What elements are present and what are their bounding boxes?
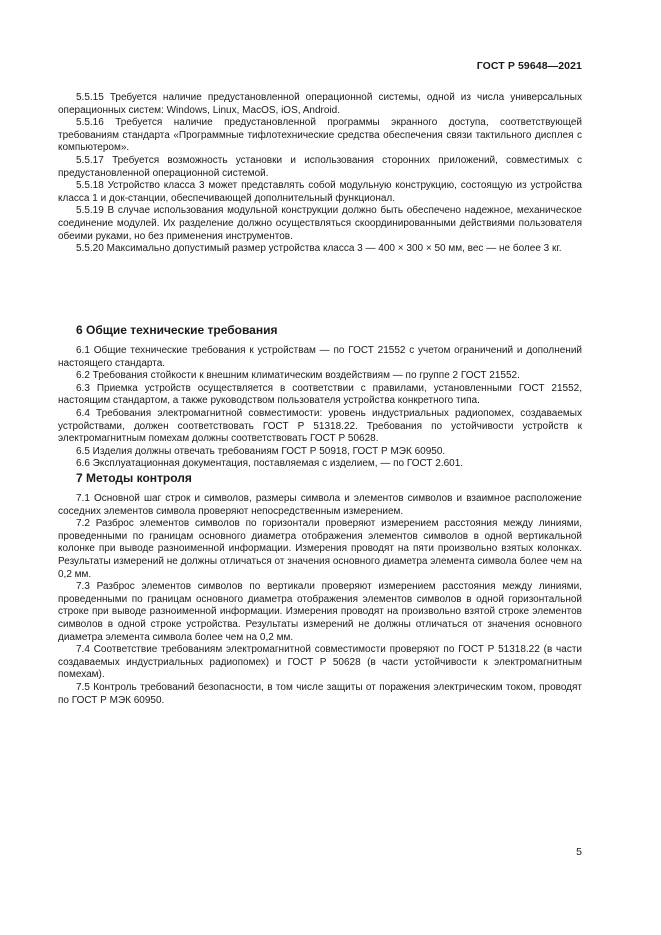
section-5-continuation xyxy=(58,92,582,256)
clause-5-5-17: 5.5.17 Требуется возможность установки и использования сторонних приложений, совместимых с предустановленной операционной системой. xyxy=(58,154,582,179)
clause-7-5: 7.5 Контроль требований безопасности, в том числе защиты от поражения электрическим током, проводят по ГОСТ Р МЭК 60950. xyxy=(58,681,582,706)
clause-6-4: 6.4 Требования электромагнитной совместимости: уровень индустриальных радиопомех, создаваемых устройствами, должен соответствовать ГОСТ Р 51318.22. Требования по устойчивости устройств к электромагнитным помехам должны соответствовать ГОСТ Р 50628. xyxy=(58,407,582,445)
clause-5-5-16: 5.5.16 Требуется наличие предустановленной программы экранного доступа, соответствующей требованиям стандарта «Программные тифлотехнические средства обеспечения связи тактильного дисплея с компьютером». xyxy=(58,117,582,154)
section-6-body xyxy=(58,345,582,471)
clause-7-4: 7.4 Соответствие требованиям электромагнитной совместимости проверяют по ГОСТ Р 51318.22 (в части создаваемых индустриальных радиопомех) и ГОСТ Р 50628 (в части устойчивости к электромагнитным помехам). xyxy=(58,644,582,681)
clause-6-1: 6.1 Общие технические требования к устройствам — по ГОСТ 21552 с учетом ограничений и дополнений настоящего стандарта. xyxy=(58,345,582,369)
section-7-heading: 7 Методы контроля xyxy=(76,471,192,485)
clause-6-6: 6.6 Эксплуатационная документация, поставляемая с изделием, — по ГОСТ 2.601. xyxy=(76,458,464,470)
section-7-body xyxy=(58,493,582,707)
document-code-header: ГОСТ Р 59648—2021 xyxy=(476,60,582,72)
clause-5-5-19: 5.5.19 В случае использования модульной конструкции должно быть обеспечено надежное, механическое соединение модулей. Их разделение должно осуществляться скоординированными действиями пользователя обеими руками, но без применения инструментов. xyxy=(58,205,582,242)
clause-7-3: 7.3 Разброс элементов символов по вертикали проверяют измерением расстояния между линиями, проведенными по границам основного диаметра отображения элементов символов в одной горизонтальной строке при выводе разноименной информации. Измерения проводят на произвольно взятой строке элементов символов в одной строке устройства. Результаты измерений не должны отличаться от значения основного диаметра элемента символа более чем на 0,2 мм. xyxy=(58,581,582,643)
clause-5-5-18: 5.5.18 Устройство класса 3 может представлять собой модульную конструкцию, состоящую из устройства класса 1 и док-станции, обеспечивающей дополнительный функционал. xyxy=(58,180,582,204)
clause-6-5: 6.5 Изделия должны отвечать требованиям ГОСТ Р 50918, ГОСТ Р МЭК 60950. xyxy=(76,445,446,457)
page-number: 5 xyxy=(576,846,582,858)
clause-5-5-15: 5.5.15 Требуется наличие предустановленной операционной системы, одной из числа универсальных операционных систем: Windows, Linux, MacOS, iOS, Android. xyxy=(58,92,582,116)
section-6-heading: 6 Общие технические требования xyxy=(76,323,278,337)
clause-5-5-20: 5.5.20 Максимально допустимый размер устройства класса 3 — 400 × 300 × 50 мм, вес — не более 3 кг. xyxy=(76,243,562,255)
clause-7-1: 7.1 Основной шаг строк и символов, размеры символа и элементов символов и взаимное расположение соседних элементов символа проверяют непосредственным измерением. xyxy=(58,493,582,517)
clause-7-2: 7.2 Разброс элементов символов по горизонтали проверяют измерением расстояния между линиями, проведенными по границам основного диаметра отображения элементов символов в одной вертикальной колонке при выводе разноименной информации. Измерения проводят на пяти произвольно взятых колонках. Результаты измерений не должны отличаться от значения основного диаметра элемента символа более чем на 0,2 мм. xyxy=(58,518,582,580)
clause-6-3: 6.3 Приемка устройств осуществляется в соответствии с правилами, установленными ГОСТ 21552, настоящим стандартом, а также руководством пользователя устройства конкретного типа. xyxy=(58,382,582,407)
clause-6-2: 6.2 Требования стойкости к внешним климатическим воздействиям — по группе 2 ГОСТ 21552. xyxy=(76,370,520,382)
